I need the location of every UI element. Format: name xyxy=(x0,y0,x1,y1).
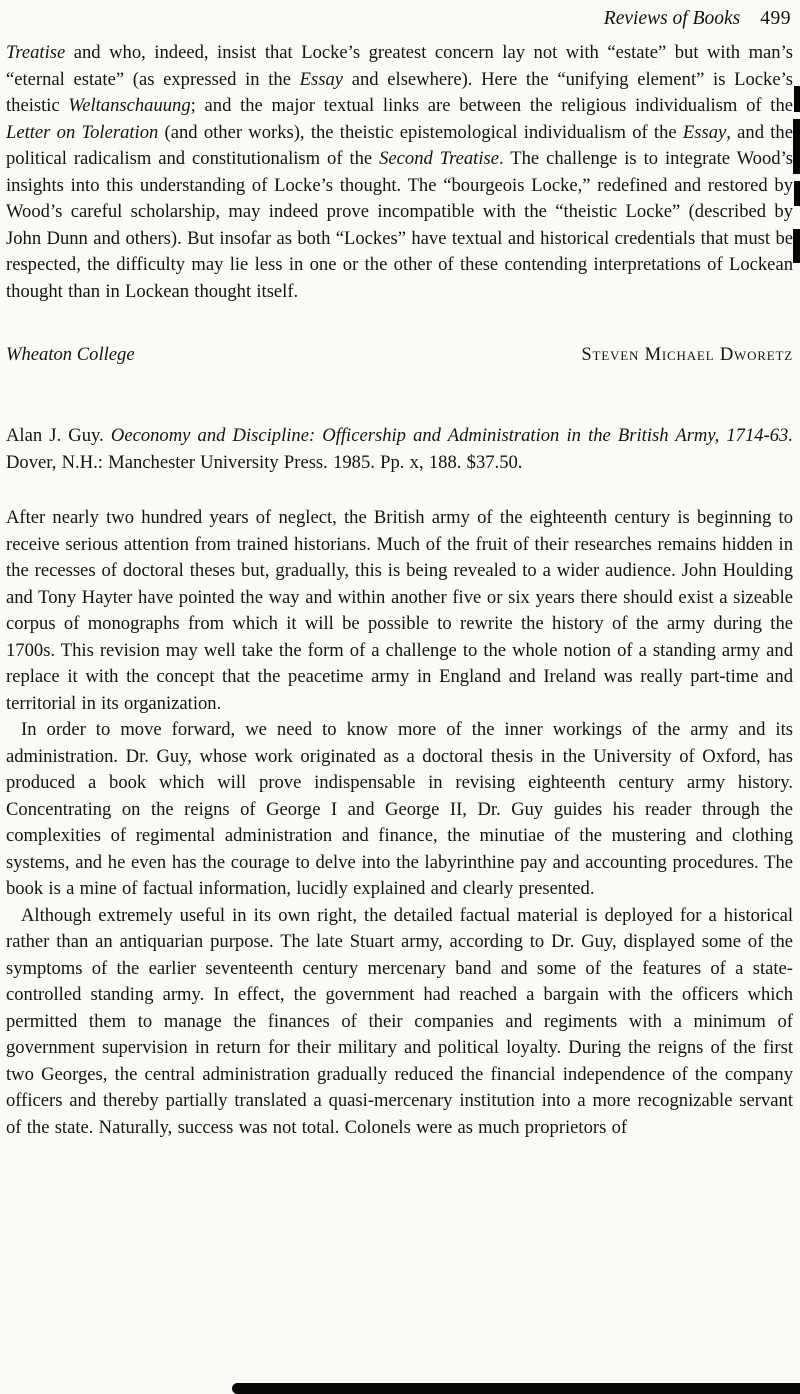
text-run: , and the political radicalism and constitutionalism of the xyxy=(6,121,793,169)
review-paragraph-2 xyxy=(6,717,793,903)
locke-review-closing-paragraph xyxy=(6,40,793,305)
scan-artifact-right-4 xyxy=(793,229,800,263)
text-run: Dover, N.H.: Manchester University Press. 1985. Pp. x, 188. $37.50. xyxy=(6,451,523,473)
scan-artifact-bottom-bar xyxy=(232,1383,800,1394)
scan-artifact-right-1 xyxy=(794,86,800,112)
running-header-title: Reviews of Books xyxy=(603,8,741,29)
text-run: Alan J. Guy. xyxy=(6,425,111,446)
scan-artifact-right-3 xyxy=(794,181,800,206)
text-run: ; and the major textual links are between the religious individualism of the xyxy=(190,95,793,116)
italic-text-run: Essay xyxy=(299,68,344,90)
text-run: and elsewhere). Here the “unifying element” is Locke’s theistic xyxy=(6,68,793,116)
italic-text-run: Weltanschauung xyxy=(68,95,191,116)
review-paragraph-1 xyxy=(6,505,793,717)
text-run: Although extremely useful in its own right, the detailed factual material is deployed for a historical rather than an antiquarian purpose. The late Stuart army, according to Dr. Guy, displayed some of the symptoms of the earlier seventeenth century mercenary band and some of the features of a state-controlled standing army. In effect, the government had reached a bargain with the officers which permitted them to manage the finances of their companies and regiments with a minimum of government supervision in return for their military and political loyalty. During the reigns of the first two Georges, the central administration gradually reduced the financial independence of the company officers and thereby partially translated a quasi-mercenary institution into a more recognizable servant of the state. Naturally, success was not total. Colonels were as much proprietors of xyxy=(6,904,793,1138)
text-run: In order to move forward, we need to know more of the inner workings of the army and its administration. Dr. Guy, whose work originated as a doctoral thesis in the University of Oxford, has produced a book which will prove indispensable in revising eighteenth century army history. Concentrating on the reigns of George I and George II, Dr. Guy guides his reader through the complexities of regimental administration and finance, the minutiae of the mustering and clothing systems, and he even has the courage to delve into the labyrinthine pay and accounting procedures. The book is a mine of factual information, lucidly explained and clearly presented. xyxy=(6,719,793,899)
scan-artifact-right-2 xyxy=(793,119,800,174)
italic-text-run: Essay xyxy=(682,121,727,143)
italic-text-run: Oeconomy and Discipline: Officership and Administration in the British Army, 1714-63. xyxy=(110,425,793,446)
review-paragraph-3 xyxy=(6,903,793,1142)
reviewer-affiliation: Wheaton College xyxy=(6,344,135,365)
text-run: . The challenge is to integrate Wood’s insights into this understanding of Locke’s thought. The “bourgeois Locke,” redefined and restored by Wood’s careful scholarship, may indeed prove incompatible with the “theistic Locke” (described by John Dunn and others). But insofar as both “Lockes” have textual and historical credentials that must be respected, the difficulty may lie less in one or the other of these contending interpretations of Lockean thought than in Lockean thought itself. xyxy=(6,148,793,302)
page-number: 499 xyxy=(760,8,791,29)
running-header xyxy=(6,6,793,32)
italic-text-run: Letter on Toleration xyxy=(6,121,159,143)
text-run: (and other works), the theistic epistemological individualism of the xyxy=(158,121,683,143)
text-run: and who, indeed, insist that Locke’s greatest concern lay not with “estate” but with man’s “eternal estate” (as expressed in the xyxy=(6,42,793,90)
italic-text-run: Second Treatise xyxy=(379,148,499,169)
italic-text-run: Treatise xyxy=(6,42,66,63)
text-run: After nearly two hundred years of neglect, the British army of the eighteenth century is beginning to receive serious attention from trained historians. Much of the fruit of their researches remains hidden in the recesses of doctoral theses but, gradually, this is being revealed to a wider audience. John Houlding and Tony Hayter have pointed the way and within another five or six years there should exist a sizeable corpus of monographs from which it will be possible to rewrite the history of the army during the 1700s. This revision may well take the form of a challenge to the whole notion of a standing army and replace it with the concept that the peacetime army in England and Ireland was really part-time and territorial in its organization. xyxy=(6,507,793,714)
reviewer-name: Steven Michael Dworetz xyxy=(581,344,793,365)
review-signature xyxy=(6,342,793,368)
book-citation xyxy=(6,423,793,476)
